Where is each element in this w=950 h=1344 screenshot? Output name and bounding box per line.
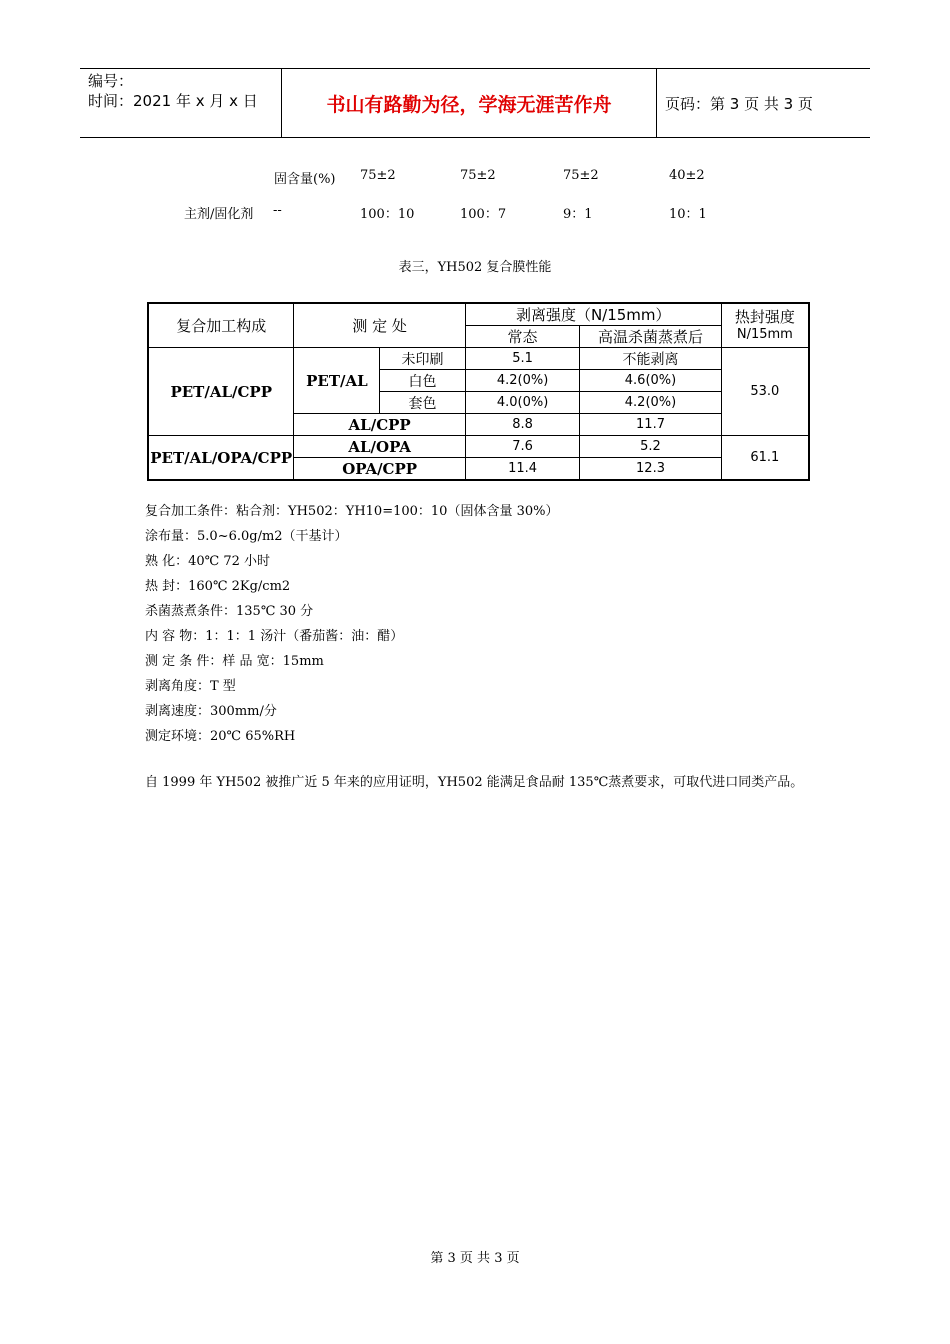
spec-value: 100：10 (360, 207, 415, 222)
spec-value: 75±2 (563, 168, 599, 183)
normal-value: 11.4 (465, 458, 580, 481)
measure-cell: AL/OPA (294, 436, 465, 458)
condition-line: 熟 化：40℃ 72 小时 (145, 554, 271, 569)
spec-value: -- (273, 203, 282, 218)
condition-line: 测 定 条 件：样 品 宽：15mm (145, 654, 324, 669)
header-heat-seal (721, 303, 809, 348)
composite-film-table (147, 302, 810, 481)
table-row (148, 436, 809, 458)
document-number-label: 编号： (88, 72, 134, 90)
measure-cell: 套色 (380, 392, 465, 414)
retort-value: 5.2 (580, 436, 721, 458)
retort-value: 12.3 (580, 458, 721, 481)
measure-cell: 白色 (380, 370, 465, 392)
conclusion-paragraph: 自 1999 年 YH502 被推广近 5 年来的应用证明，YH502 能满足食品耐 135℃蒸煮要求，可取代进口同类产品。 (145, 775, 804, 790)
header-heat-seal-unit: N/15mm (736, 326, 793, 342)
retort-value: 11.7 (580, 414, 721, 436)
spec-value: 9：1 (563, 207, 593, 222)
spec-value: 75±2 (360, 168, 396, 183)
structure-cell: PET/AL/OPA/CPP (148, 436, 294, 481)
condition-line: 热 封：160℃ 2Kg/cm2 (145, 579, 291, 594)
table-header-row (148, 303, 809, 326)
header-motto: 书山有路勤为径，学海无涯苦作舟 (282, 69, 657, 137)
spec-value: 10：1 (669, 207, 707, 222)
header-normal: 常态 (465, 326, 580, 348)
spec-value: 40±2 (669, 168, 705, 183)
table-row (148, 348, 809, 370)
table-caption: 表三，YH502 复合膜性能 (398, 260, 552, 275)
normal-value: 7.6 (465, 436, 580, 458)
spec-value: 75±2 (460, 168, 496, 183)
header-page-info: 页码：第 3 页 共 3 页 (665, 94, 813, 113)
spec-label: 主剂/固化剂 (184, 207, 254, 222)
header-structure: 复合加工构成 (148, 303, 294, 348)
condition-line: 复合加工条件：粘合剂：YH502：YH10=100：10（固体含量 30%） (145, 504, 559, 519)
header-measure-point: 测 定 处 (294, 303, 465, 348)
document-date: 时间：2021 年 x 月 x 日 (88, 92, 258, 110)
spec-value: 100：7 (460, 207, 507, 222)
normal-value: 4.0(0%) (465, 392, 580, 414)
heat-seal-value: 61.1 (721, 436, 809, 481)
retort-value: 4.2(0%) (580, 392, 721, 414)
header-retort: 高温杀菌蒸煮后 (580, 326, 721, 348)
condition-line: 测定环境：20℃ 65%RH (145, 729, 296, 744)
condition-line: 涂布量：5.0~6.0g/m2（干基计） (145, 529, 348, 544)
measure-cell: 未印刷 (380, 348, 465, 370)
condition-line: 杀菌蒸煮条件：135℃ 30 分 (145, 604, 314, 619)
heat-seal-value: 53.0 (721, 348, 809, 436)
header-peel-strength: 剥离强度（N/15mm） (465, 303, 721, 326)
condition-line: 剥离角度：T 型 (145, 679, 236, 694)
structure-cell: PET/AL/CPP (148, 348, 294, 436)
normal-value: 4.2(0%) (465, 370, 580, 392)
header-heat-seal-label: 热封强度 (734, 307, 795, 326)
retort-value: 不能剥离 (580, 348, 721, 370)
measure-cell: AL/CPP (294, 414, 465, 436)
processing-conditions (145, 499, 558, 749)
header-meta (80, 69, 282, 137)
measure-cell: OPA/CPP (294, 458, 465, 481)
normal-value: 8.8 (465, 414, 580, 436)
retort-value: 4.6(0%) (580, 370, 721, 392)
measure-group-cell: PET/AL (294, 348, 380, 414)
condition-line: 剥离速度：300mm/分 (145, 704, 277, 719)
condition-line: 内 容 物：1：1：1 汤汁（番茄酱：油：醋） (145, 629, 404, 644)
normal-value: 5.1 (465, 348, 580, 370)
page-footer: 第 3 页 共 3 页 (430, 1251, 520, 1266)
page-header (80, 68, 870, 138)
spec-label: 固含量(%) (274, 172, 336, 187)
